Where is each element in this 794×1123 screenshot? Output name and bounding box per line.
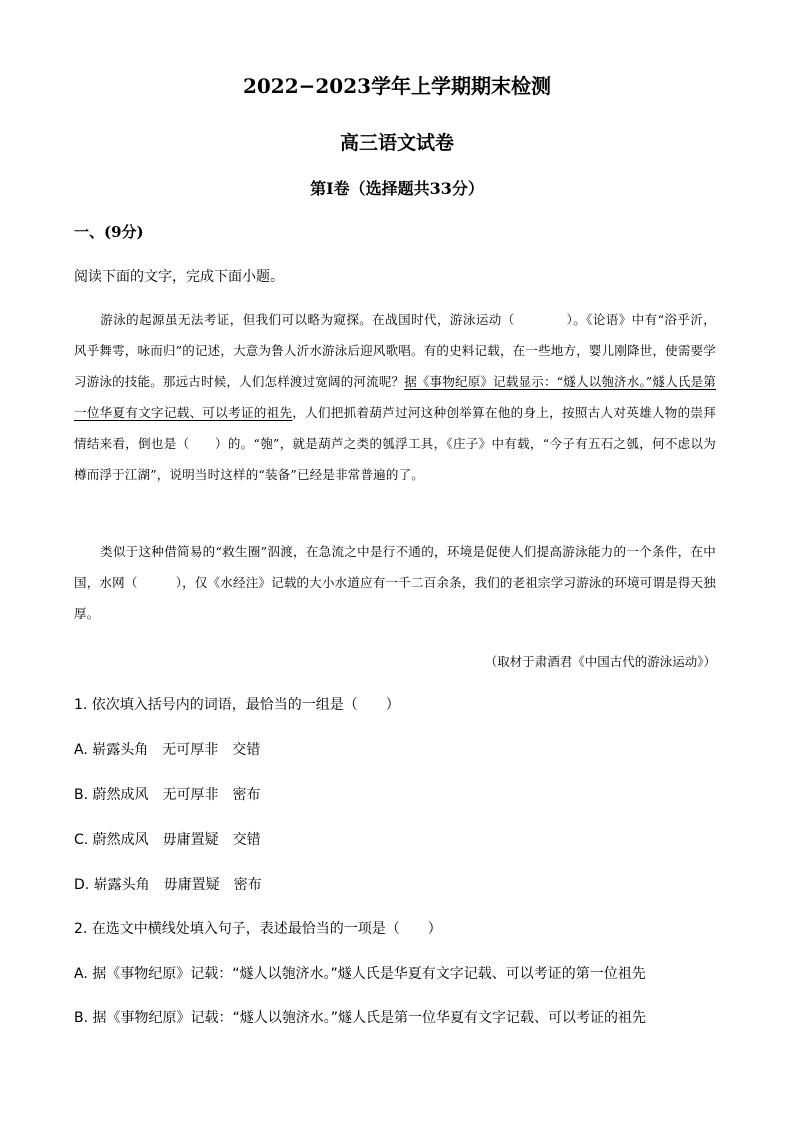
passage-source: （取材于肃酒君《中国古代的游泳运动》） (484, 654, 716, 669)
passage-text: ，人们把抓着葫芦过河这种创举算在他的身上，按照古人对英雄人物的崇拜情结来看，倒也是（ ）的。“匏”，就是葫芦之类的瓠浮工具，《庄子》中有载，“今子有五石之瓠，何不虑以为樽而浮于江湖”，说明当时这样的“装备”已经是非常普遍的了。 (74, 405, 716, 482)
volume-heading: 第Ⅰ卷（选择题共33分） (310, 179, 484, 198)
passage-text: 游泳的起源虽无法考证，但我们可以略为窥探。在战国时代，游泳运动（ ）。《论语》中有“浴乎沂，风乎舞雩，咏而归”的记述，大意为鲁人沂水游泳后迎风歌唱。有的史料记载，在一些地方，婴儿刚降世，使需要学习游泳的技能。那远古时候，人们怎样渡过宽阔的河流呢？ (74, 312, 716, 389)
question-2-option-a[interactable]: A. 据《事物纪原》记载：“燧人以匏济水。”燧人氏是华夏有文字记载、可以考证的第一位祖先 (74, 966, 646, 982)
passage-text: 类似于这种借简易的“救生圈”泅渡，在急流之中是行不通的，环境是促使人们提高游泳能力的一个条件，在中国，水网（ ），仅《水经注》记载的大小水道应有一千二百余条，我们的老祖宗学习游泳的环境可谓是得天独厚。 (74, 544, 716, 621)
exam-subtitle: 高三语文试卷 (339, 132, 454, 154)
exam-title: 2022−2023学年上学期期末检测 (242, 74, 552, 98)
passage-paragraph-2 (74, 536, 716, 629)
question-1-option-b[interactable]: B. 蔚然成风 无可厚非 密布 (74, 787, 261, 803)
question-2-stem: 2. 在选文中横线处填入句子，表述最恰当的一项是（ ） (74, 921, 442, 937)
question-1-option-a[interactable]: A. 崭露头角 无可厚非 交错 (74, 742, 261, 758)
question-1-option-d[interactable]: D. 崭露头角 毋庸置疑 密布 (74, 877, 262, 893)
question-2-option-b[interactable]: B. 据《事物纪原》记载：“燧人以匏济水。”燧人氏是第一位华夏有文字记载、可以考证的祖先 (74, 1010, 647, 1026)
reading-instruction: 阅读下面的文字，完成下面小题。 (74, 269, 284, 285)
underlined-sentence: 据《事物纪原》记载显示：“燧人以匏济水。”燧人氏是第一位华夏有文字记载、可以考证的祖先 (74, 374, 716, 420)
passage-paragraph-1 (74, 304, 716, 490)
question-1-stem: 1. 依次填入括号内的词语，最恰当的一组是（ ） (74, 697, 400, 713)
question-1-option-c[interactable]: C. 蔚然成风 毋庸置疑 交错 (74, 832, 261, 848)
section-heading: 一、(9分) (74, 223, 144, 241)
